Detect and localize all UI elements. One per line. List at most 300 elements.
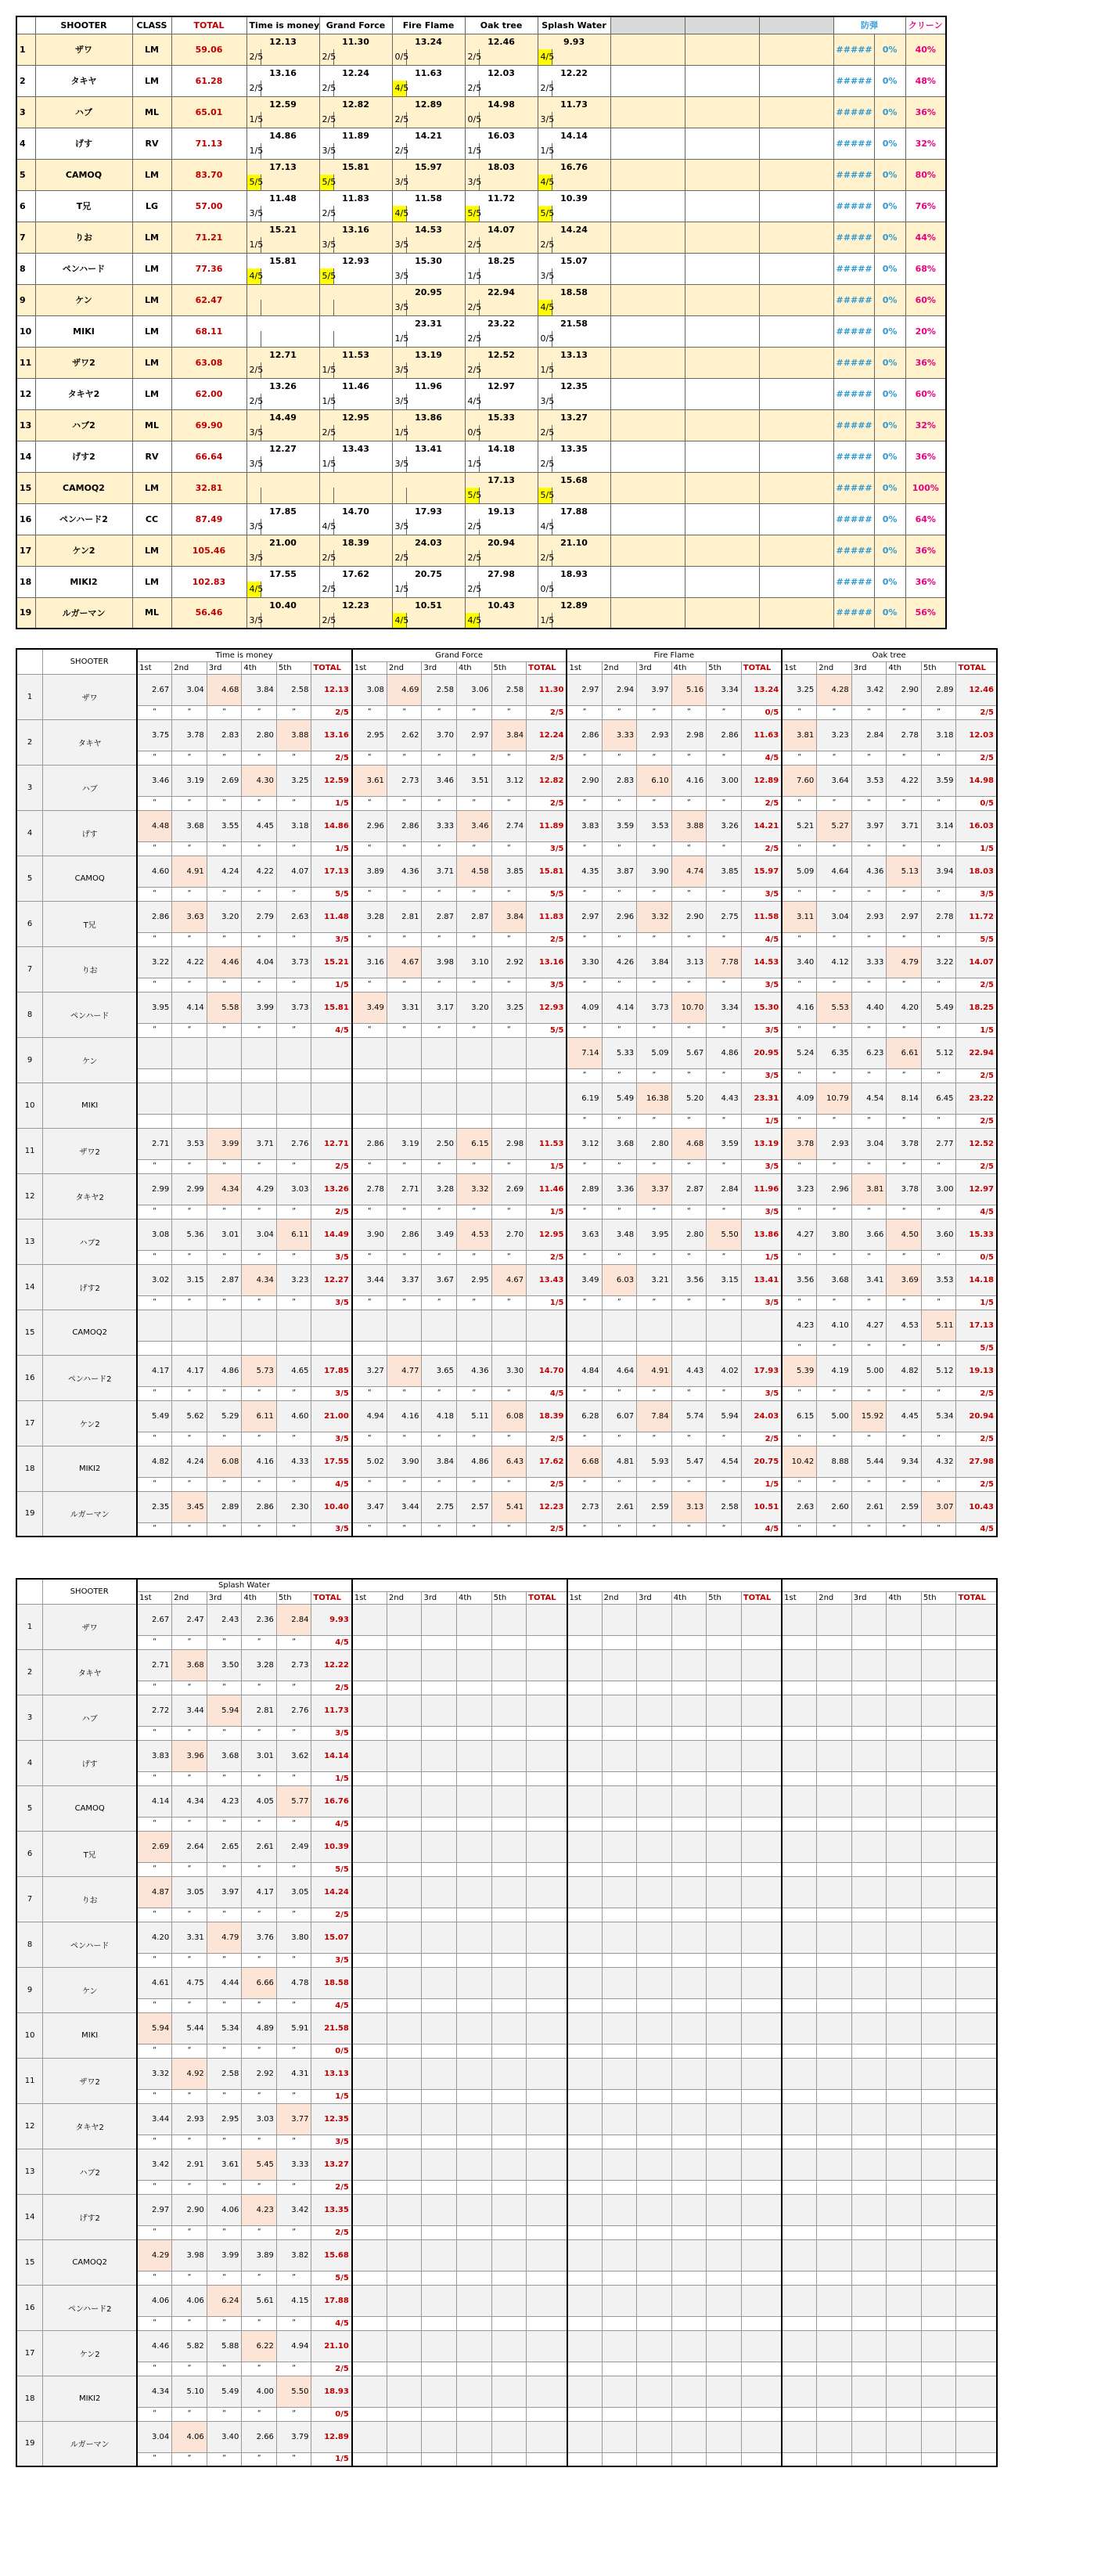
shot-time [817,1876,852,1908]
detail-col-label: 3rd [422,1591,457,1604]
shot-marker: ʺ [457,705,492,719]
empty-cell [610,159,685,190]
shot-marker: ʺ [637,932,672,946]
shot-time [817,1740,852,1771]
detail-row [16,1967,997,1998]
clean-percent: 32% [905,409,946,441]
shot-time: 3.78 [782,1128,817,1159]
shot-time: 4.64 [817,856,852,887]
shot-time [707,1967,742,1998]
group-total [527,1876,567,1908]
shot-time: 4.17 [137,1355,172,1386]
shot-marker: ʺ [207,2316,242,2330]
track-time: 12.13 [246,34,319,49]
shot-time: 2.89 [567,1173,602,1205]
shot-marker [851,1726,887,1740]
shot-marker: ʺ [422,1522,457,1537]
shot-time [921,1740,956,1771]
shot-time: 3.13 [671,946,707,978]
detail-col-label: 5th [921,661,956,674]
shot-marker: ʺ [457,796,492,810]
shot-marker [172,1068,207,1083]
shot-marker: ʺ [276,1681,311,1695]
shot-marker: ʺ [172,1250,207,1264]
hit-percent: 0% [874,347,905,378]
group-total: 13.43 [527,1264,567,1295]
shot-time: 3.32 [637,901,672,932]
shot-marker: ʺ [671,978,707,992]
shot-time [887,2103,922,2135]
detail-shooter-name: ルガーマン [43,1491,137,1537]
shot-marker [352,1998,387,2012]
shot-marker [567,1908,603,1922]
track-clean-count: 0/5 [465,425,479,441]
shot-time: 6.43 [491,1446,527,1477]
empty-cell [685,347,759,378]
shot-time [921,1649,956,1681]
shot-marker [671,2044,707,2058]
detail-group-title: Fire Flame [567,649,782,661]
shot-marker [707,2452,742,2466]
track-time: 23.22 [465,315,538,331]
shot-marker [567,2135,603,2149]
track-time: 13.19 [392,347,465,362]
shot-marker: ʺ [457,978,492,992]
shot-time [422,2285,457,2316]
shot-time: 4.58 [457,856,492,887]
row-number: 17 [16,535,35,566]
shot-marker: ʺ [491,796,527,810]
group-clean-count [741,2180,782,2194]
track-spacer [479,175,538,190]
group-clean-count: 0/5 [311,2044,352,2058]
clean-percent: 80% [905,159,946,190]
shot-time: 3.81 [851,1173,887,1205]
shot-marker: ʺ [387,841,422,856]
group-clean-count: 1/5 [741,1477,782,1491]
shot-time: 3.70 [422,719,457,751]
shot-time [567,1876,603,1908]
shot-time: 3.32 [457,1173,492,1205]
shooter-total: 32.81 [171,472,246,503]
shot-marker: ʺ [921,932,956,946]
shot-time [387,1876,422,1908]
shot-time [567,2285,603,2316]
group-clean-count: 1/5 [311,2089,352,2103]
shot-marker: ʺ [276,1635,311,1649]
track-spacer [479,143,538,159]
shot-marker: ʺ [387,1432,422,1446]
shot-marker [457,2225,492,2239]
header-track-3: Fire Flame [392,16,465,34]
shot-marker: ʺ [457,1432,492,1446]
shot-time [887,1967,922,1998]
group-total [956,1876,997,1908]
shot-time: 4.27 [851,1310,887,1341]
shot-time [817,2330,852,2362]
shot-marker [782,1862,817,1876]
shot-marker: ʺ [602,1068,637,1083]
shot-time: 3.06 [457,674,492,705]
shot-time [921,1604,956,1635]
shot-marker: ʺ [817,751,852,765]
track-clean-count: 3/5 [538,112,552,128]
shot-time: 3.31 [387,992,422,1023]
track-time: 12.03 [465,65,538,81]
shot-time: 4.78 [276,1967,311,1998]
detail-col-label: 2nd [602,1591,637,1604]
shot-marker [887,2089,922,2103]
shot-marker [422,2362,457,2376]
group-clean-count [741,1953,782,1967]
shot-time: 2.66 [242,2421,277,2452]
shot-time: 2.58 [207,2058,242,2089]
shot-time: 3.55 [207,810,242,841]
track-clean-count: 3/5 [246,456,261,472]
shot-time [387,2330,422,2362]
shot-time: 2.87 [422,901,457,932]
track-time: 11.30 [319,34,392,49]
shooter-name: ザワ [35,34,132,65]
shot-marker: ʺ [851,887,887,901]
shot-marker: ʺ [352,796,387,810]
shot-time [422,1922,457,1953]
shot-marker: ʺ [137,2362,172,2376]
detail-row-number: 5 [16,856,43,901]
track-spacer [261,237,319,253]
shooter-name: ザワ2 [35,347,132,378]
track-time: 13.35 [538,441,610,456]
shot-marker [352,1862,387,1876]
shot-marker [172,1341,207,1355]
shot-marker: ʺ [851,1432,887,1446]
group-clean-count [527,2452,567,2466]
track-spacer [406,175,465,190]
shot-time: 4.28 [817,674,852,705]
track-time: 10.51 [392,597,465,613]
shot-time: 2.83 [207,719,242,751]
group-clean-count: 3/5 [741,1205,782,1219]
shot-marker [602,2407,637,2421]
shot-marker: ʺ [887,1477,922,1491]
group-total: 20.75 [741,1446,782,1477]
shot-marker [817,1635,852,1649]
shot-time: 3.05 [172,1876,207,1908]
hit-value: ##### [833,253,874,284]
shot-marker [602,2089,637,2103]
shot-marker: ʺ [671,932,707,946]
track-spacer [552,331,610,347]
shot-marker [817,2089,852,2103]
shot-time [352,2376,387,2407]
shot-marker [817,1817,852,1831]
shot-marker: ʺ [352,978,387,992]
shot-time [602,1695,637,1726]
group-total [527,2376,567,2407]
group-clean-count: 5/5 [311,887,352,901]
shot-time: 3.22 [921,946,956,978]
empty-cell [759,378,833,409]
detail-col-label: 2nd [387,1591,422,1604]
detail-col-label: 1st [567,661,602,674]
track-clean-count [246,488,261,503]
shot-time [602,2421,637,2452]
shot-marker: ʺ [137,1477,172,1491]
group-total [311,1037,352,1068]
shot-time: 2.59 [637,1491,672,1522]
group-clean-count [956,2044,997,2058]
shot-time [491,1083,527,1114]
detail-row-number: 10 [16,1083,43,1128]
shot-time [602,1876,637,1908]
shot-marker [457,1817,492,1831]
empty-cell [759,472,833,503]
track-spacer [261,582,319,597]
shot-marker: ʺ [242,1681,277,1695]
track-time: 11.53 [319,347,392,362]
track-spacer [552,425,610,441]
shot-time: 2.84 [707,1173,742,1205]
shot-time [491,1604,527,1635]
shot-time: 2.61 [242,1831,277,1862]
empty-cell [685,566,759,597]
group-total: 11.73 [311,1695,352,1726]
shot-marker: ʺ [602,1250,637,1264]
summary-header-row [16,16,946,34]
group-total: 23.31 [741,1083,782,1114]
shot-marker: ʺ [207,2452,242,2466]
shot-time [851,2103,887,2135]
detail-col-label: TOTAL [741,1591,782,1604]
shot-marker: ʺ [422,796,457,810]
empty-cell [759,159,833,190]
shot-marker [921,2135,956,2149]
shot-time: 6.19 [567,1083,602,1114]
shooter-class: LM [132,222,171,253]
shot-marker: ʺ [567,1023,602,1037]
detail-col-label: TOTAL [527,1591,567,1604]
shot-marker [817,2225,852,2239]
shot-time: 3.15 [707,1264,742,1295]
group-clean-count [956,2362,997,2376]
shooter-name: CAMOQ [35,159,132,190]
track-spacer [479,582,538,597]
shot-time [817,2285,852,2316]
group-total: 11.63 [741,719,782,751]
group-total: 12.13 [311,674,352,705]
shot-time: 3.85 [491,856,527,887]
shot-time: 9.34 [887,1446,922,1477]
shot-time: 2.78 [352,1173,387,1205]
header-class: CLASS [132,16,171,34]
shot-time: 6.61 [887,1037,922,1068]
group-total: 15.21 [311,946,352,978]
detail-row [16,1785,997,1817]
group-total: 11.53 [527,1128,567,1159]
shot-marker: ʺ [207,1817,242,1831]
track-spacer [552,488,610,503]
shot-time: 2.63 [782,1491,817,1522]
shot-marker: ʺ [782,1386,817,1400]
shot-time [707,1876,742,1908]
shot-time [782,1649,817,1681]
shot-marker: ʺ [602,1159,637,1173]
shot-marker [887,1862,922,1876]
track-time: 14.53 [392,222,465,237]
shooter-total: 62.47 [171,284,246,315]
shot-time: 6.35 [817,1037,852,1068]
hit-value: ##### [833,409,874,441]
track-time: 12.27 [246,441,319,456]
shot-marker [491,2452,527,2466]
shooter-total: 56.46 [171,597,246,629]
detail-shooter-name: CAMOQ2 [43,2239,137,2285]
shot-time [387,1785,422,1817]
summary-table [16,16,947,629]
shooter-name: ハブ2 [35,409,132,441]
detail-shooter-name: げす [43,810,137,856]
shot-time [137,1310,172,1341]
group-total: 14.07 [956,946,997,978]
shot-time: 3.94 [921,856,956,887]
shot-marker [352,1817,387,1831]
shot-time: 3.04 [242,1219,277,1250]
shot-time: 5.58 [207,992,242,1023]
shot-time [921,2239,956,2271]
detail-row-number: 7 [16,946,43,992]
shot-marker: ʺ [457,1477,492,1491]
shot-time [422,2194,457,2225]
shot-time: 3.00 [921,1173,956,1205]
shot-marker [921,2225,956,2239]
shot-time [422,1310,457,1341]
shot-time: 3.84 [637,946,672,978]
shot-time [457,2012,492,2044]
shot-time [457,1604,492,1635]
shot-marker [851,2135,887,2149]
detail-row-sub [16,1908,997,1922]
shot-time: 3.79 [276,2421,311,2452]
shot-marker [671,2135,707,2149]
shot-time: 4.87 [137,1876,172,1908]
shot-marker: ʺ [207,932,242,946]
shot-time [671,2103,707,2135]
track-clean-count: 3/5 [319,237,333,253]
shot-time [887,2149,922,2180]
shot-time: 4.09 [567,992,602,1023]
shot-time [707,2330,742,2362]
shot-marker: ʺ [817,1023,852,1037]
group-total [956,2239,997,2271]
shot-marker [602,2180,637,2194]
detail-shooter-name: ハブ2 [43,2149,137,2194]
shot-time [457,2194,492,2225]
shot-marker: ʺ [137,1681,172,1695]
group-clean-count: 4/5 [311,2316,352,2330]
detail-col-label: 3rd [207,661,242,674]
summary-row [16,409,946,425]
track-clean-count: 1/5 [392,425,406,441]
shot-marker [567,2089,603,2103]
clean-percent: 60% [905,284,946,315]
shot-time: 16.38 [637,1083,672,1114]
shot-time [602,1604,637,1635]
detail-row-number: 13 [16,2149,43,2194]
shot-marker [491,1068,527,1083]
empty-cell [685,65,759,96]
clean-percent: 48% [905,65,946,96]
shot-time: 3.60 [921,1219,956,1250]
group-clean-count: 2/5 [311,705,352,719]
shot-time: 4.18 [422,1400,457,1432]
detail-row-number: 11 [16,1128,43,1173]
shot-time [671,2058,707,2089]
clean-percent: 20% [905,315,946,347]
group-clean-count: 4/5 [527,1386,567,1400]
shot-marker: ʺ [637,1068,672,1083]
shot-marker: ʺ [887,1432,922,1446]
shot-time [887,2194,922,2225]
shot-time: 2.63 [276,901,311,932]
shot-marker [817,2407,852,2421]
shot-time [457,1967,492,1998]
hit-value: ##### [833,222,874,253]
shot-time: 3.68 [172,1649,207,1681]
summary-row [16,284,946,300]
header-clean: クリーン [905,16,946,34]
shot-time: 2.83 [602,765,637,796]
shot-marker: ʺ [817,1295,852,1310]
shot-marker: ʺ [671,1477,707,1491]
shot-time: 3.90 [637,856,672,887]
track-time: 14.14 [538,128,610,143]
shot-marker [457,2407,492,2421]
shot-marker: ʺ [817,887,852,901]
group-clean-count: 3/5 [741,1068,782,1083]
shot-marker: ʺ [172,978,207,992]
shot-time: 4.77 [387,1355,422,1386]
track-clean-count: 3/5 [392,175,406,190]
shot-time [422,1831,457,1862]
shot-time: 4.53 [457,1219,492,1250]
shot-marker: ʺ [422,751,457,765]
track-time: 22.94 [465,284,538,300]
track-clean-count: 3/5 [246,206,261,222]
detail-row-number: 14 [16,2194,43,2239]
shot-time [707,1785,742,1817]
shot-marker: ʺ [921,1068,956,1083]
shot-marker: ʺ [137,2452,172,2466]
shot-time: 3.71 [242,1128,277,1159]
shot-marker: ʺ [491,1205,527,1219]
shot-time: 2.86 [707,719,742,751]
shot-marker: ʺ [782,841,817,856]
group-clean-count [956,2180,997,2194]
shot-time: 3.99 [207,2239,242,2271]
shot-time: 3.30 [567,946,602,978]
shot-time: 3.20 [457,992,492,1023]
shot-marker: ʺ [137,1726,172,1740]
group-clean-count: 1/5 [956,841,997,856]
shot-time: 3.25 [491,992,527,1023]
group-total [956,1967,997,1998]
shot-time: 4.89 [242,2012,277,2044]
detail-shooter-name: MIKI2 [43,1446,137,1491]
shot-marker: ʺ [137,2044,172,2058]
group-clean-count: 2/5 [311,2225,352,2239]
shooter-name: MIKI [35,315,132,347]
clean-percent: 36% [905,96,946,128]
